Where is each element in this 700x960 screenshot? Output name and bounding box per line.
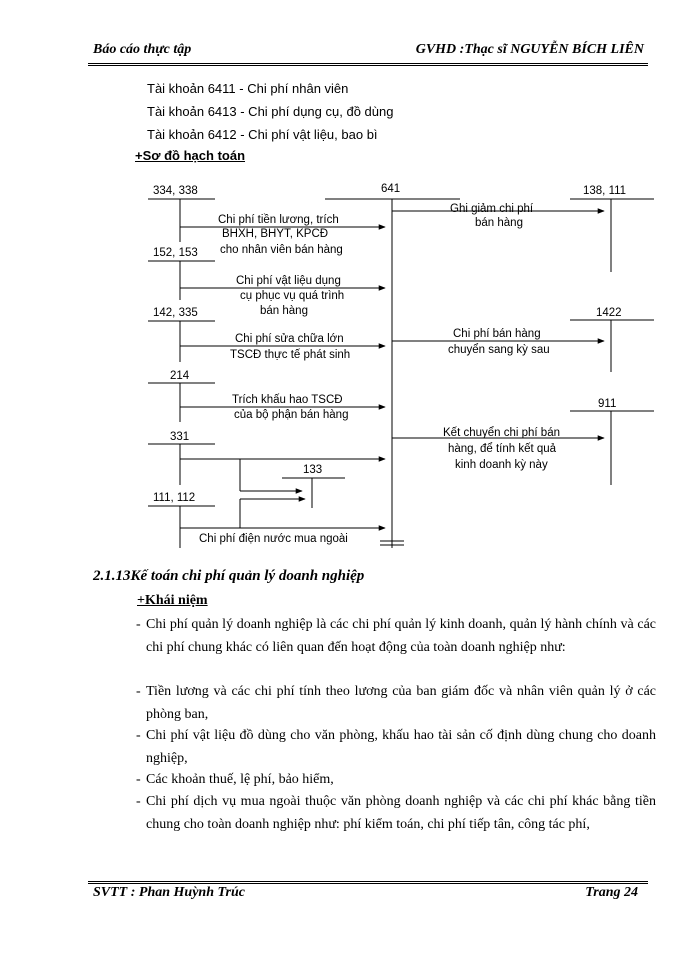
label-133: 133: [303, 464, 323, 476]
text-dep-1: Trích khấu hao TSCĐ: [232, 394, 343, 406]
bullet-text: Chi phí quản lý doanh nghiệp là các chi phí quản lý kinh doanh, quản lý hành chính và các chi phí chung khác có liên quan đến hoạt động của toàn doanh nghiệp như:: [146, 617, 656, 655]
bullet-dash: -: [136, 772, 141, 787]
text-repair-1: Chi phí sửa chữa lớn: [235, 333, 344, 345]
label-111: 111, 112: [153, 492, 196, 504]
text-salary-2: BHXH, BHYT, KPCĐ: [222, 228, 329, 240]
bullet-text: Chi phí vật liệu đồ dùng cho văn phòng, khấu hao tài sản cố định dùng chung cho doanh nghiệp,: [146, 728, 656, 766]
text-close-1: Kết chuyển chi phí bán: [443, 427, 560, 439]
text-reduce-1: Ghi giảm chi phí: [450, 203, 534, 215]
label-641: 641: [381, 183, 401, 195]
bullet-dash: -: [136, 728, 141, 743]
text-salary-1: Chi phí tiền lương, trích: [218, 214, 339, 226]
bullet-item: [136, 680, 656, 726]
label-1422: 1422: [596, 307, 622, 319]
text-repair-2: TSCĐ thực tế phát sinh: [230, 349, 351, 361]
text-salary-3: cho nhân viên bán hàng: [220, 244, 343, 256]
label-911: 911: [598, 398, 617, 410]
text-reduce-2: bán hàng: [475, 217, 523, 229]
footer-left: SVTT : Phan Huỳnh Trúc: [93, 885, 245, 900]
bullet-item: [136, 613, 656, 659]
section-title: 2.1.13Kế toán chi phí quản lý doanh nghiệp: [93, 568, 365, 584]
account-line-6412: Tài khoản 6412 - Chi phí vật liệu, bao bì: [147, 127, 378, 142]
bullet-text: Các khoản thuế, lệ phí, bảo hiểm,: [146, 772, 334, 787]
account-line-6413: Tài khoản 6413 - Chi phí dụng cụ, đồ dùng: [147, 104, 394, 119]
bullet-dash: -: [136, 617, 141, 632]
header-left: Báo cáo thực tập: [93, 42, 192, 57]
text-defer-1: Chi phí bán hàng: [453, 328, 541, 340]
label-214: 214: [170, 370, 190, 382]
label-334: 334, 338: [153, 185, 198, 197]
text-close-2: hàng, để tính kết quả: [448, 443, 557, 455]
text-material-3: bán hàng: [260, 305, 308, 317]
account-line-6411: Tài khoản 6411 - Chi phí nhân viên: [147, 81, 349, 96]
header-right: GVHD :Thạc sĩ NGUYỄN BÍCH LIÊN: [415, 42, 644, 57]
bullet-dash: -: [136, 794, 141, 809]
text-close-3: kinh doanh kỳ này: [455, 459, 548, 471]
bullet-text: Chi phí dịch vụ mua ngoài thuộc văn phòng doanh nghiệp và các chi phí khác bằng tiền chung cho toàn doanh nghiệp như: phí kiểm toán, chi phí tiếp tân, công tác phí,: [146, 794, 656, 832]
diagram-heading: +Sơ đồ hạch toán: [135, 148, 246, 163]
bullet-text: Tiền lương và các chi phí tính theo lương của ban giám đốc và nhân viên quản lý ở các phòng ban,: [146, 684, 656, 722]
bullet-item: [136, 768, 656, 791]
label-142: 142, 335: [153, 307, 198, 319]
label-152: 152, 153: [153, 247, 198, 259]
bullet-item: [136, 724, 656, 770]
label-331: 331: [170, 431, 190, 443]
bullet-dash: -: [136, 684, 141, 699]
text-material-1: Chi phí vật liệu dụng: [236, 275, 341, 287]
text-material-2: cụ phục vụ quá trình: [240, 290, 345, 302]
text-utility: Chi phí điện nước mua ngoài: [199, 533, 348, 545]
label-138: 138, 111: [583, 185, 627, 197]
concept-heading: +Khái niệm: [137, 593, 208, 608]
text-defer-2: chuyển sang kỳ sau: [448, 344, 550, 356]
bullet-item: [136, 790, 656, 836]
page-number: Trang 24: [585, 885, 638, 900]
text-dep-2: của bộ phận bán hàng: [234, 409, 349, 421]
